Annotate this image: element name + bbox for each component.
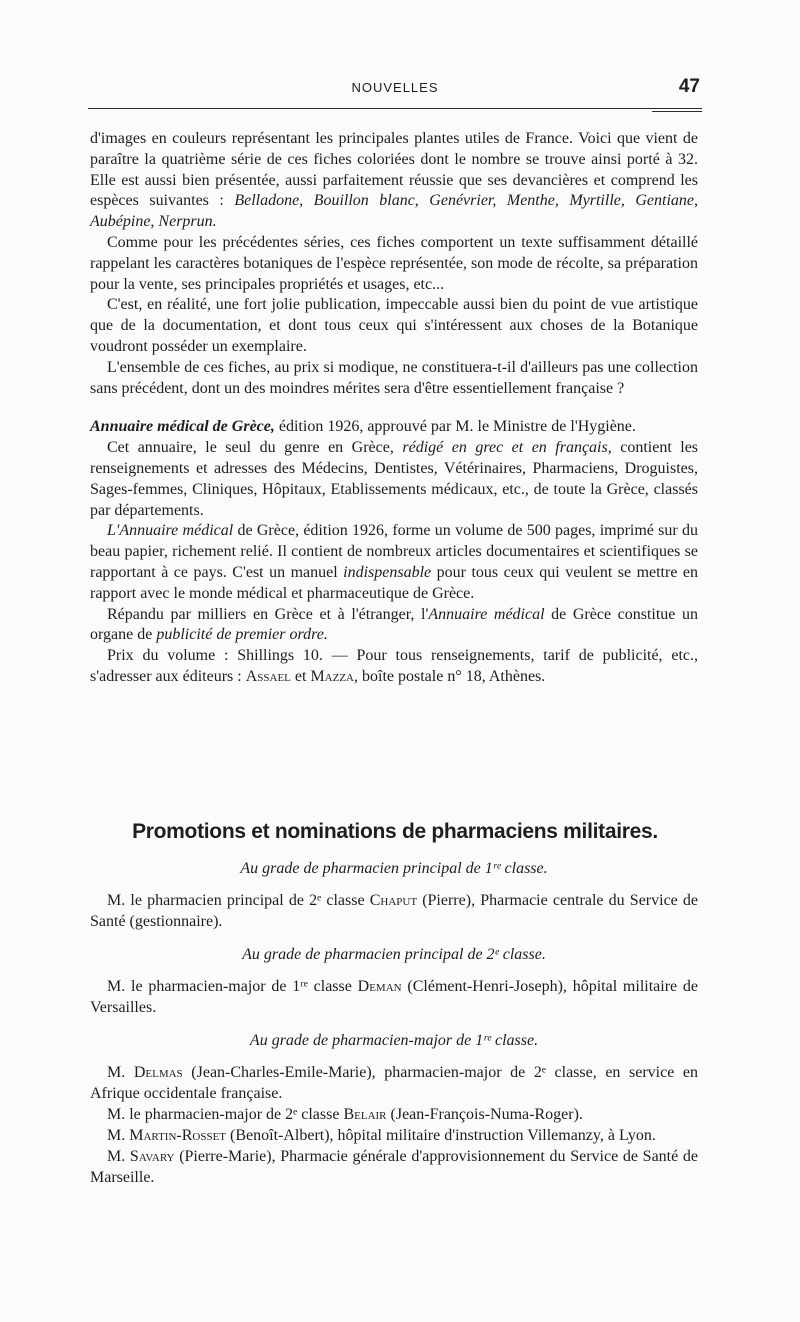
annuaire-p4-b: boîte postale n° 18, Athènes. — [362, 667, 546, 685]
name-belair: Belair — [343, 1106, 387, 1123]
spacer — [90, 399, 698, 417]
paragraph-annuaire-2 — [90, 521, 698, 604]
entry-5-b: (Benoît-Albert), hôpital militaire d'instruction Villemanzy, à Lyon. — [230, 1127, 656, 1144]
annuaire-p4-a: Prix du volume : Shillings 10. — Pour tous renseignements, tarif de publicité, etc., s'adresser aux éditeurs : — [90, 647, 698, 685]
entry-3-b: (Jean-Charles-Emile-Marie), pharmacien-major de 2ᵉ classe, en service en Afrique occidentale française. — [90, 1064, 699, 1102]
entry-3-a: M. — [107, 1064, 126, 1081]
paragraph-fiches-4: L'ensemble de ces fiches, au prix si modique, ne constituera-t-il d'ailleurs pas une collection sans précédent, dont un des moindres mérites sera d'être essentiellement française ? — [90, 358, 698, 397]
annuaire-heading — [90, 417, 698, 438]
section-title: Promotions et nominations de pharmaciens militaires. — [132, 820, 658, 843]
running-head: NOUVELLES — [351, 80, 439, 95]
entry-6-a: M. — [107, 1148, 126, 1165]
name-martin-rosset: Martin-Rosset — [129, 1127, 227, 1144]
paragraph-annuaire-3 — [90, 605, 698, 647]
annuaire-title-rest: édition 1926, approuvé par M. le Ministre de l'Hygiène. — [278, 418, 636, 436]
promotion-entry-deman — [90, 976, 698, 1018]
promotion-entry-belair — [90, 1104, 698, 1125]
news-body — [90, 129, 698, 688]
promotion-entry-martin-rosset — [90, 1125, 698, 1146]
annuaire-title: Annuaire médical de Grèce, — [90, 418, 275, 436]
publisher-assael: Assael — [245, 667, 291, 685]
entry-1-a: M. le pharmacien principal de 2ᵉ classe — [107, 892, 365, 909]
promotion-entry-savary — [90, 1146, 698, 1188]
annuaire-p4-and: et — [294, 667, 307, 685]
publisher-mazza: Mazza, — [310, 667, 359, 685]
paragraph-fiches-1 — [90, 129, 698, 233]
paragraph-fiches-3: C'est, en réalité, une fort jolie publication, impeccable aussi bien du point de vue artistique que de la documentation, et dont tous ceux qui s'intéressent aux choses de la Botanique voudront posséder un exemplaire. — [90, 296, 698, 355]
promotions-section — [90, 858, 698, 1188]
name-delmas: Delmas — [133, 1064, 183, 1081]
annuaire-p3-italic2: publicité de premier ordre. — [156, 626, 328, 644]
annuaire-p2-b: pour tous ceux qui veulent se mettre en rapport avec le monde médical et pharmaceutique de Grèce. — [90, 563, 699, 602]
entry-4-b: (Jean-François-Numa-Roger). — [390, 1106, 583, 1123]
entry-5-a: M. — [107, 1127, 126, 1144]
paragraph-annuaire-4 — [90, 646, 698, 688]
name-deman: Deman — [357, 978, 402, 995]
header-rule-short — [652, 111, 702, 112]
promotion-entry-delmas — [90, 1062, 698, 1104]
grade-heading-3: Au grade de pharmacien-major de 1ʳᵉ classe. — [249, 1032, 539, 1049]
annuaire-p1-b: contient les renseignements et adresses des Médecins, Dentistes, Vétérinaires, Pharmaciens, Droguistes, Sages-femmes, Cliniques, Hôpitaux, Etablissements médicaux, etc., de toute la Grèce, classés par départements. — [90, 439, 699, 519]
entry-6-b: (Pierre-Marie), Pharmacie générale d'approvisionnement du Service de Santé de Marseille. — [90, 1148, 699, 1186]
page-header — [88, 76, 702, 102]
grade-heading-2: Au grade de pharmacien principal de 2ᵉ classe. — [242, 946, 546, 963]
grade-heading-1: Au grade de pharmacien principal de 1ʳᵉ classe. — [240, 860, 548, 877]
entry-2-a: M. le pharmacien-major de 1ʳᵉ classe — [107, 978, 352, 995]
annuaire-p2-italic2: indispensable — [343, 563, 432, 581]
paragraph-annuaire-1 — [90, 438, 698, 521]
annuaire-p1-italic: rédigé en grec et en français, — [402, 439, 612, 457]
annuaire-p3-b: de Grèce constitue un organe de — [90, 605, 699, 644]
name-chaput: Chaput — [369, 892, 418, 909]
annuaire-p2-italic: L'Annuaire médical — [107, 522, 234, 540]
promotion-entry-chaput — [90, 890, 698, 932]
annuaire-p1-a: Cet annuaire, le seul du genre en Grèce, — [107, 439, 394, 457]
entry-1-b: (Pierre), Pharmacie centrale du Service de Santé (gestionnaire). — [90, 892, 699, 930]
name-savary: Savary — [129, 1148, 175, 1165]
page-number: 47 — [678, 76, 700, 97]
paragraph-fiches-2: Comme pour les précédentes séries, ces fiches comportent un texte suffisamment détaillé rappelant les caractères botaniques de l'espèce représentée, son mode de récolte, sa préparation pour la vente, ses principales propriétés et usages, etc... — [90, 233, 698, 293]
annuaire-p3-a: Répandu par milliers en Grèce et à l'étranger, l' — [107, 605, 429, 623]
annuaire-p3-italic: Annuaire médical — [428, 605, 545, 623]
header-rule — [88, 108, 702, 109]
species-list: Belladone, Bouillon blanc, Genévrier, Menthe, Myrtille, Gentiane, Aubépine, Nerprun. — [90, 192, 698, 231]
annuaire-p2-a: de Grèce, édition 1926, forme un volume de 500 pages, imprimé sur du beau papier, richement relié. Il contient de nombreux articles documentaires et scientifiques se rapportant à ce pays. C'est un manuel — [90, 522, 699, 581]
fiches-text: d'images en couleurs représentant les principales plantes utiles de France. Voici que vient de paraître la quatrième série de ces fiches coloriées dont le nombre se trouve ainsi porté à 32. Elle est aussi bien présentée, aussi parfaitement réussie que ses devancières et comprend les espèces suivantes : — [90, 130, 698, 210]
entry-4-a: M. le pharmacien-major de 2ᵉ classe — [107, 1106, 340, 1123]
entry-2-b: (Clément-Henri-Joseph), hôpital militaire de Versailles. — [90, 978, 699, 1016]
